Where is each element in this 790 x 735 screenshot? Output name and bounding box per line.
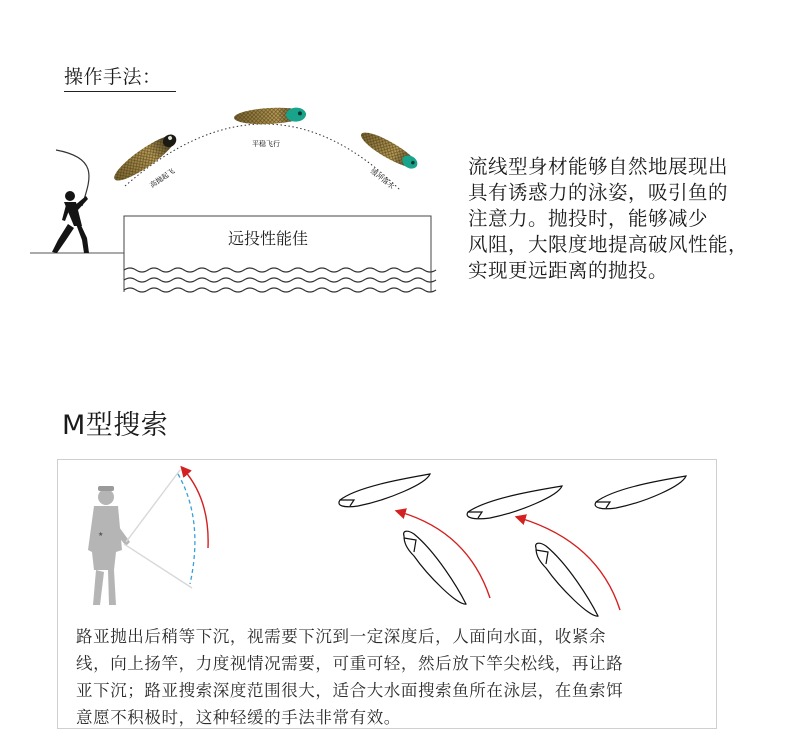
lure-outline-tilted [404, 531, 598, 616]
description-line: 亚下沉；路亚搜索深度范围很大，适合大水面搜索鱼所在泳层，在鱼索饵 [76, 681, 624, 700]
section-title: M型搜索 [62, 410, 169, 441]
angler-silhouette [52, 191, 89, 253]
lift-arrow [184, 470, 208, 548]
arc-label-gliding: 平稳飞行 [252, 140, 280, 148]
lure-outline-horizontal [339, 474, 686, 519]
shirt-logo: ★ [98, 531, 104, 538]
casting-diagram [0, 90, 460, 305]
description-line: 意愿不积极时，这种轻缓的手法非常有效。 [76, 708, 401, 727]
rod-swing-arc [178, 474, 195, 584]
description-line: 实现更远距离的抛投。 [468, 259, 669, 282]
lure-description [468, 154, 788, 284]
angler-figure [88, 486, 130, 605]
arc-label-rising: 高抛起飞 [148, 167, 177, 190]
arc-label-landing: 缓冲落水 [368, 167, 396, 191]
water-waves [124, 268, 436, 292]
description-line: 注意力。抛投时，能够减少 [468, 207, 709, 230]
description-line: 风阻，大限度地提高破风性能， [468, 233, 749, 256]
description-line: 路亚抛出后稍等下沉，视需要下沉到一定深度后，人面向水面，收紧余 [76, 627, 607, 646]
m-search-description [76, 623, 716, 731]
rod-raised [126, 470, 180, 542]
section-heading: 操作手法： [64, 62, 176, 92]
description-line: 流线型身材能够自然地展现出 [468, 155, 729, 178]
description-line: 具有诱惑力的泳姿，吸引鱼的 [468, 181, 729, 204]
lure-image-gliding [234, 106, 307, 126]
m-search-diagram [58, 460, 716, 620]
lure-image-rising [110, 129, 181, 186]
box-caption: 远投性能佳 [228, 229, 309, 248]
rod-lowered [124, 544, 192, 588]
description-line: 线，向上扬竿，力度视情况需要，可重可轻，然后放下竿尖松线，再让路 [76, 654, 624, 673]
lure-image-descending [357, 127, 420, 173]
